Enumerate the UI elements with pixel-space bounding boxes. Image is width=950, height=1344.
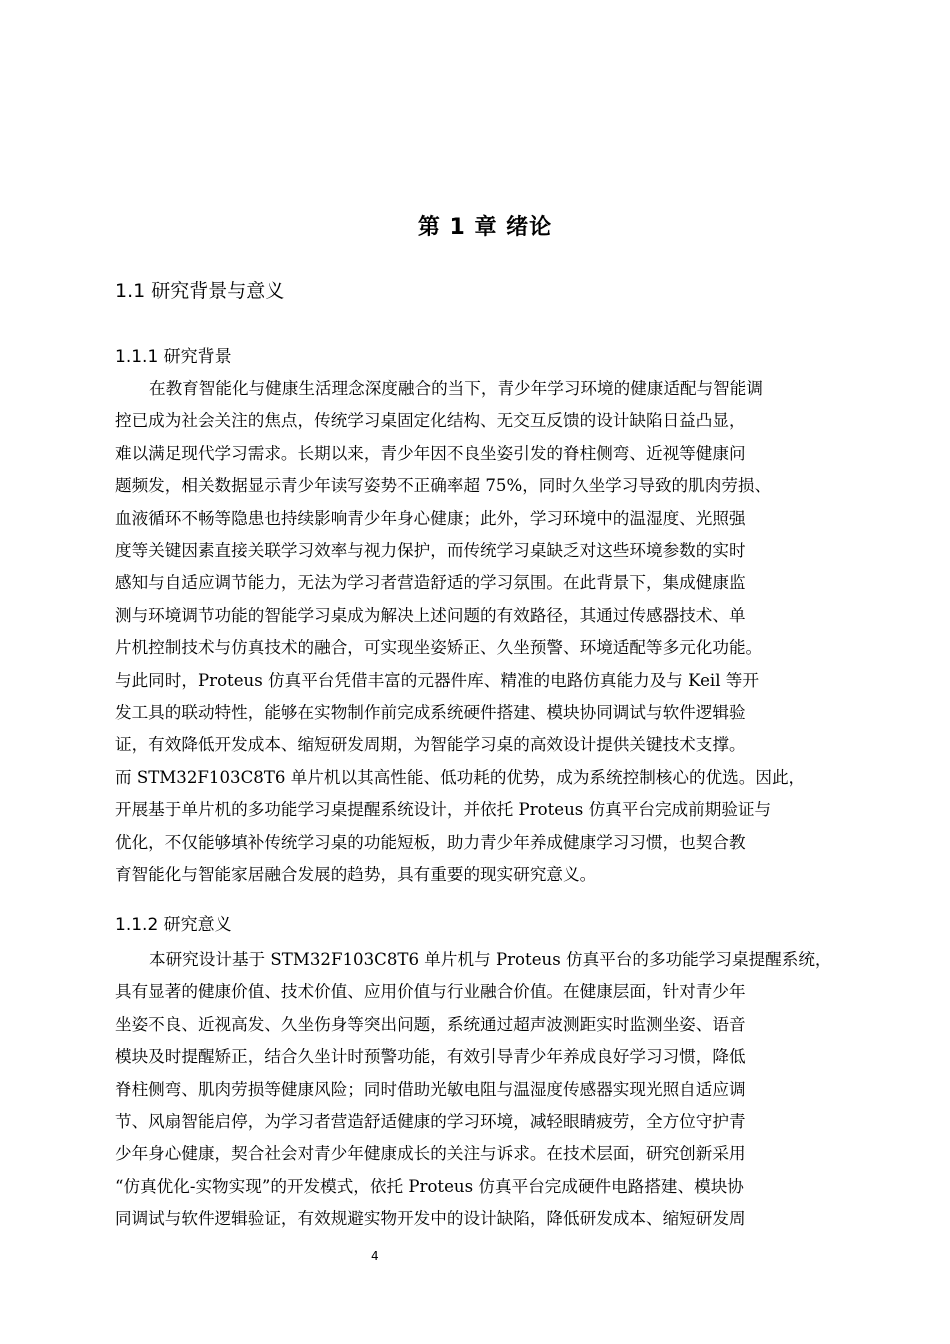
section-heading: 1.1 研究背景与意义 (115, 280, 285, 302)
text-line: 测与环境调节功能的智能学习桌成为解决上述问题的有效路径，其通过传感器技术、单 (115, 605, 746, 625)
text-line: 控已成为社会关注的焦点，传统学习桌固定化结构、无交互反馈的设计缺陷日益凸显， (115, 411, 746, 431)
text-line: 本研究设计基于 STM32F103C8T6 单片机与 Proteus 仿真平台的多功能学习桌提醒系统， (149, 950, 832, 969)
text-line: 少年身心健康，契合社会对青少年健康成长的关注与诉求。在技术层面，研究创新采用 (115, 1144, 746, 1164)
text-line: 脊柱侧弯、肌肉劳损等健康风险；同时借助光敏电阻与温湿度传感器实现光照自适应调 (115, 1079, 746, 1099)
text-line: 难以满足现代学习需求。长期以来，青少年因不良坐姿引发的脊柱侧弯、近视等健康问 (115, 443, 746, 463)
text-line: 血液循环不畅等隐患也持续影响青少年身心健康；此外，学习环境中的温湿度、光照强 (115, 508, 746, 528)
text-line: 节、风扇智能启停，为学习者营造舒适健康的学习环境，减轻眼睛疲劳，全方位守护青 (115, 1112, 746, 1132)
text-line: 与此同时，Proteus 仿真平台凭借丰富的元器件库、精准的电路仿真能力及与 Keil 等开 (115, 670, 759, 690)
subsection-heading-background: 1.1.1 研究背景 (115, 347, 232, 367)
text-line: 坐姿不良、近视高发、久坐伤身等突出问题，系统通过超声波测距实时监测坐姿、语音 (115, 1014, 746, 1034)
text-line: 育智能化与智能家居融合发展的趋势，具有重要的现实研究意义。 (115, 865, 597, 885)
text-line: “仿真优化-实物实现”的开发模式，依托 Proteus 仿真平台完成硬件电路搭建、模块协 (115, 1176, 744, 1196)
text-line: 片机控制技术与仿真技术的融合，可实现坐姿矫正、久坐预警、环境适配等多元化功能。 (115, 638, 763, 658)
text-line: 度等关键因素直接关联学习效率与视力保护，而传统学习桌缺乏对这些环境参数的实时 (115, 541, 746, 561)
text-line: 优化，不仅能够填补传统学习桌的功能短板，助力青少年养成健康学习习惯，也契合教 (115, 832, 746, 852)
text-line: 而 STM32F103C8T6 单片机以其高性能、低功耗的优势，成为系统控制核心的优选。因此， (115, 767, 806, 787)
text-line: 模块及时提醒矫正，结合久坐计时预警功能，有效引导青少年养成良好学习习惯，降低 (115, 1047, 746, 1067)
page-number: 4 (371, 1249, 379, 1263)
text-line: 证，有效降低开发成本、缩短研发周期，为智能学习桌的高效设计提供关键技术支撑。 (115, 735, 746, 755)
text-line: 题频发，相关数据显示青少年读写姿势不正确率超 75%，同时久坐学习导致的肌肉劳损、 (115, 476, 772, 496)
text-line: 具有显著的健康价值、技术价值、应用价值与行业融合价值。在健康层面，针对青少年 (115, 982, 746, 1002)
text-line: 发工具的联动特性，能够在实物制作前完成系统硬件搭建、模块协同调试与软件逻辑验 (115, 703, 746, 723)
text-line: 感知与自适应调节能力，无法为学习者营造舒适的学习氛围。在此背景下，集成健康监 (115, 573, 746, 593)
paragraph-significance (115, 944, 875, 1236)
text-line: 开展基于单片机的多功能学习桌提醒系统设计，并依托 Proteus 仿真平台完成前期验证与 (115, 800, 772, 820)
text-line: 在教育智能化与健康生活理念深度融合的当下，青少年学习环境的健康适配与智能调 (149, 379, 763, 398)
chapter-title: 第 1 章 绪论 (417, 215, 553, 240)
paragraph-background (115, 373, 875, 892)
subsection-heading-significance: 1.1.2 研究意义 (115, 915, 232, 935)
text-line: 同调试与软件逻辑验证，有效规避实物开发中的设计缺陷，降低研发成本、缩短研发周 (115, 1209, 746, 1229)
